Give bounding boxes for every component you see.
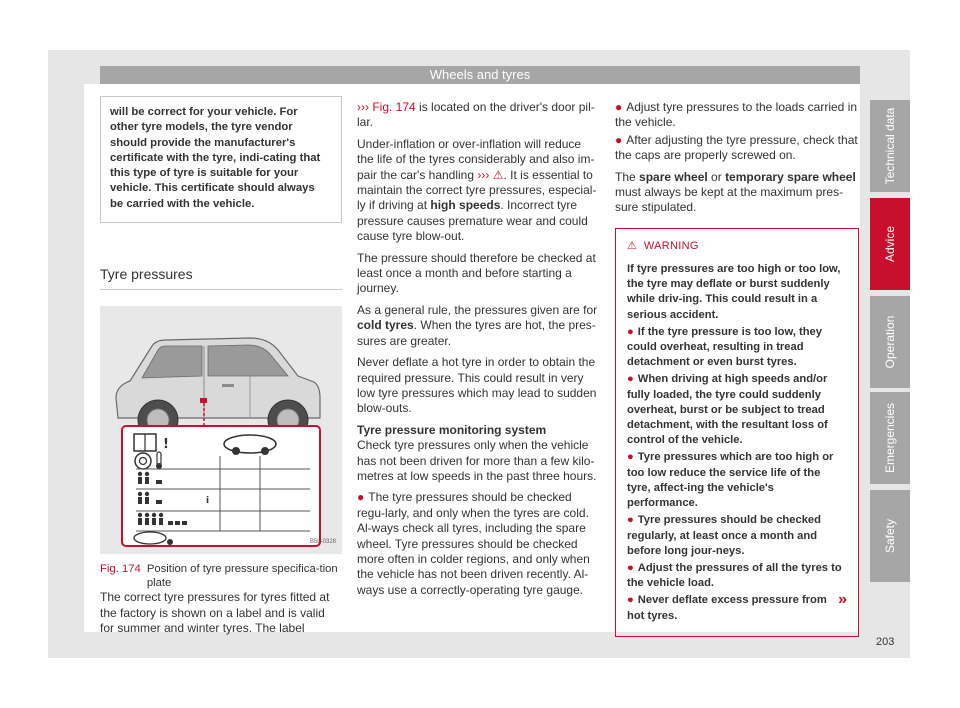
bullet-icon: ● [627, 373, 634, 386]
page-number: 203 [876, 636, 895, 648]
warning-item: ● Adjust the pressures of all the tyres to the vehicle load. [627, 561, 842, 590]
bullet-item: ● Adjust tyre pressures to the loads carried in the vehicle. [615, 100, 858, 130]
warning-item: ● When driving at high speeds and/or fully loaded, the tyre could suddenly overheat, burst or be subject to tread detachment, with the resultant loss of control of the vehicle. [627, 373, 828, 447]
note-box: will be correct for your vehicle. For other tyre models, the tyre vendor should provide the manufacturer's certificate with the tyre, indi-cating that this type of tyre is suitable for your vehicle. This certificate should always be carried with the vehicle. [100, 96, 342, 223]
bullet-icon: ● [615, 100, 623, 114]
paragraph: The pressure should therefore be checked at least once a month and before starting a journey. [357, 250, 596, 296]
tab-emergencies[interactable]: Emergencies [870, 392, 910, 484]
warning-box [615, 228, 859, 637]
subheading: Tyre pressure monitoring system [357, 422, 547, 437]
section-title: Tyre pressures [100, 267, 342, 290]
paragraph: As a general rule, the pressures given are for cold tyres. When the tyres are hot, the pres-sures are greater. [357, 302, 598, 348]
figure-code: B5L-0328 [309, 539, 336, 546]
figure-caption [100, 562, 342, 590]
column-1 [100, 96, 342, 643]
column-2 [357, 100, 600, 604]
tab-operation[interactable]: Operation [870, 296, 910, 388]
tab-technical-data[interactable]: Technical data [870, 100, 910, 192]
bullet-item: ● After adjusting the tyre pressure, check that the caps are properly screwed on. [615, 132, 858, 163]
bullet-icon: ● [627, 514, 634, 527]
svg-text:i: i [206, 496, 210, 507]
bullet-item: ● The tyre pressures should be checked regu-larly, and only when the tyres are cold. Al-ways check all tyres, including the spare wheel. Tyre pressures should be checked more often in colder regions, and only when the vehicle has not been driven recently. Al-ways use a correctly-operating tyre gauge. [357, 490, 590, 597]
warning-item: ● Tyre pressures which are too high or too low reduce the service life of the tyre, affect-ing the vehicle's performance. [627, 451, 834, 510]
warning-title: ⚠ WARNING [627, 239, 699, 252]
tyre-pressure-figure [100, 306, 342, 554]
paragraph: Never deflate a hot tyre in order to obtain the required pressure. This could result in very low tyre pressures which may lead to sudden blow-outs. [357, 355, 597, 416]
warning-item: ● Tyre pressures should be checked regularly, at least once a month and before long jour-neys. [627, 514, 821, 557]
tab-safety[interactable]: Safety [870, 490, 910, 582]
paragraph: ››› Fig. 174 is located on the driver's door pil-lar. [357, 100, 595, 130]
warning-triangle-icon: ⚠ [492, 167, 504, 182]
warning-triangle-icon: ⚠ [627, 239, 638, 252]
figure-caption-text: Position of tyre pressure specifica-tion plate [146, 563, 338, 590]
bullet-icon: ● [627, 451, 634, 464]
cross-ref-link[interactable]: ››› [477, 167, 490, 182]
column-3 [615, 100, 859, 637]
bullet-icon: ● [627, 325, 634, 338]
warning-item: » ● Never deflate excess pressure from hot tyres. [627, 591, 847, 622]
car-label-illustration [100, 306, 342, 554]
paragraph: The correct tyre pressures for tyres fitted at the factory is shown on a label and is valid for summer and winter tyres. The label [100, 590, 330, 636]
continue-arrow-icon[interactable]: » [838, 591, 847, 609]
warning-item: ● If the tyre pressure is too low, they could overheat, resulting in tread detachment or even burst tyres. [627, 325, 822, 369]
figure-number: Fig. 174 [100, 563, 141, 576]
bullet-icon: ● [615, 132, 623, 147]
bullet-icon: ● [357, 490, 365, 505]
svg-text:!: ! [163, 437, 169, 453]
warning-intro: If tyre pressures are too high or too low, the tyre may deflate or burst suddenly while driv-ing. This could result in a serious accident. [627, 263, 841, 321]
tab-advice[interactable]: Advice [870, 198, 910, 290]
chapter-header: Wheels and tyres [100, 66, 860, 84]
paragraph: The spare wheel or temporary spare wheel must always be kept at the maximum pres-sure stipulated. [615, 169, 856, 215]
paragraph: Under-inflation or over-inflation will reduce the life of the tyres considerably and also im-pair the car's handling ››› ⚠. It is essential to maintain the correct tyre pressures, especial-ly if driving at high speeds. Incorrect tyre pressure causes premature wear and could cause tyre blow-out. [357, 136, 597, 244]
figure-link[interactable]: ››› Fig. 174 [357, 100, 416, 114]
paragraph: Check tyre pressures only when the vehicle has not been driven for more than a few kilo-metres at low speeds in the past three hours. [357, 438, 597, 483]
bullet-icon: ● [627, 594, 634, 607]
bullet-icon: ● [627, 561, 634, 574]
